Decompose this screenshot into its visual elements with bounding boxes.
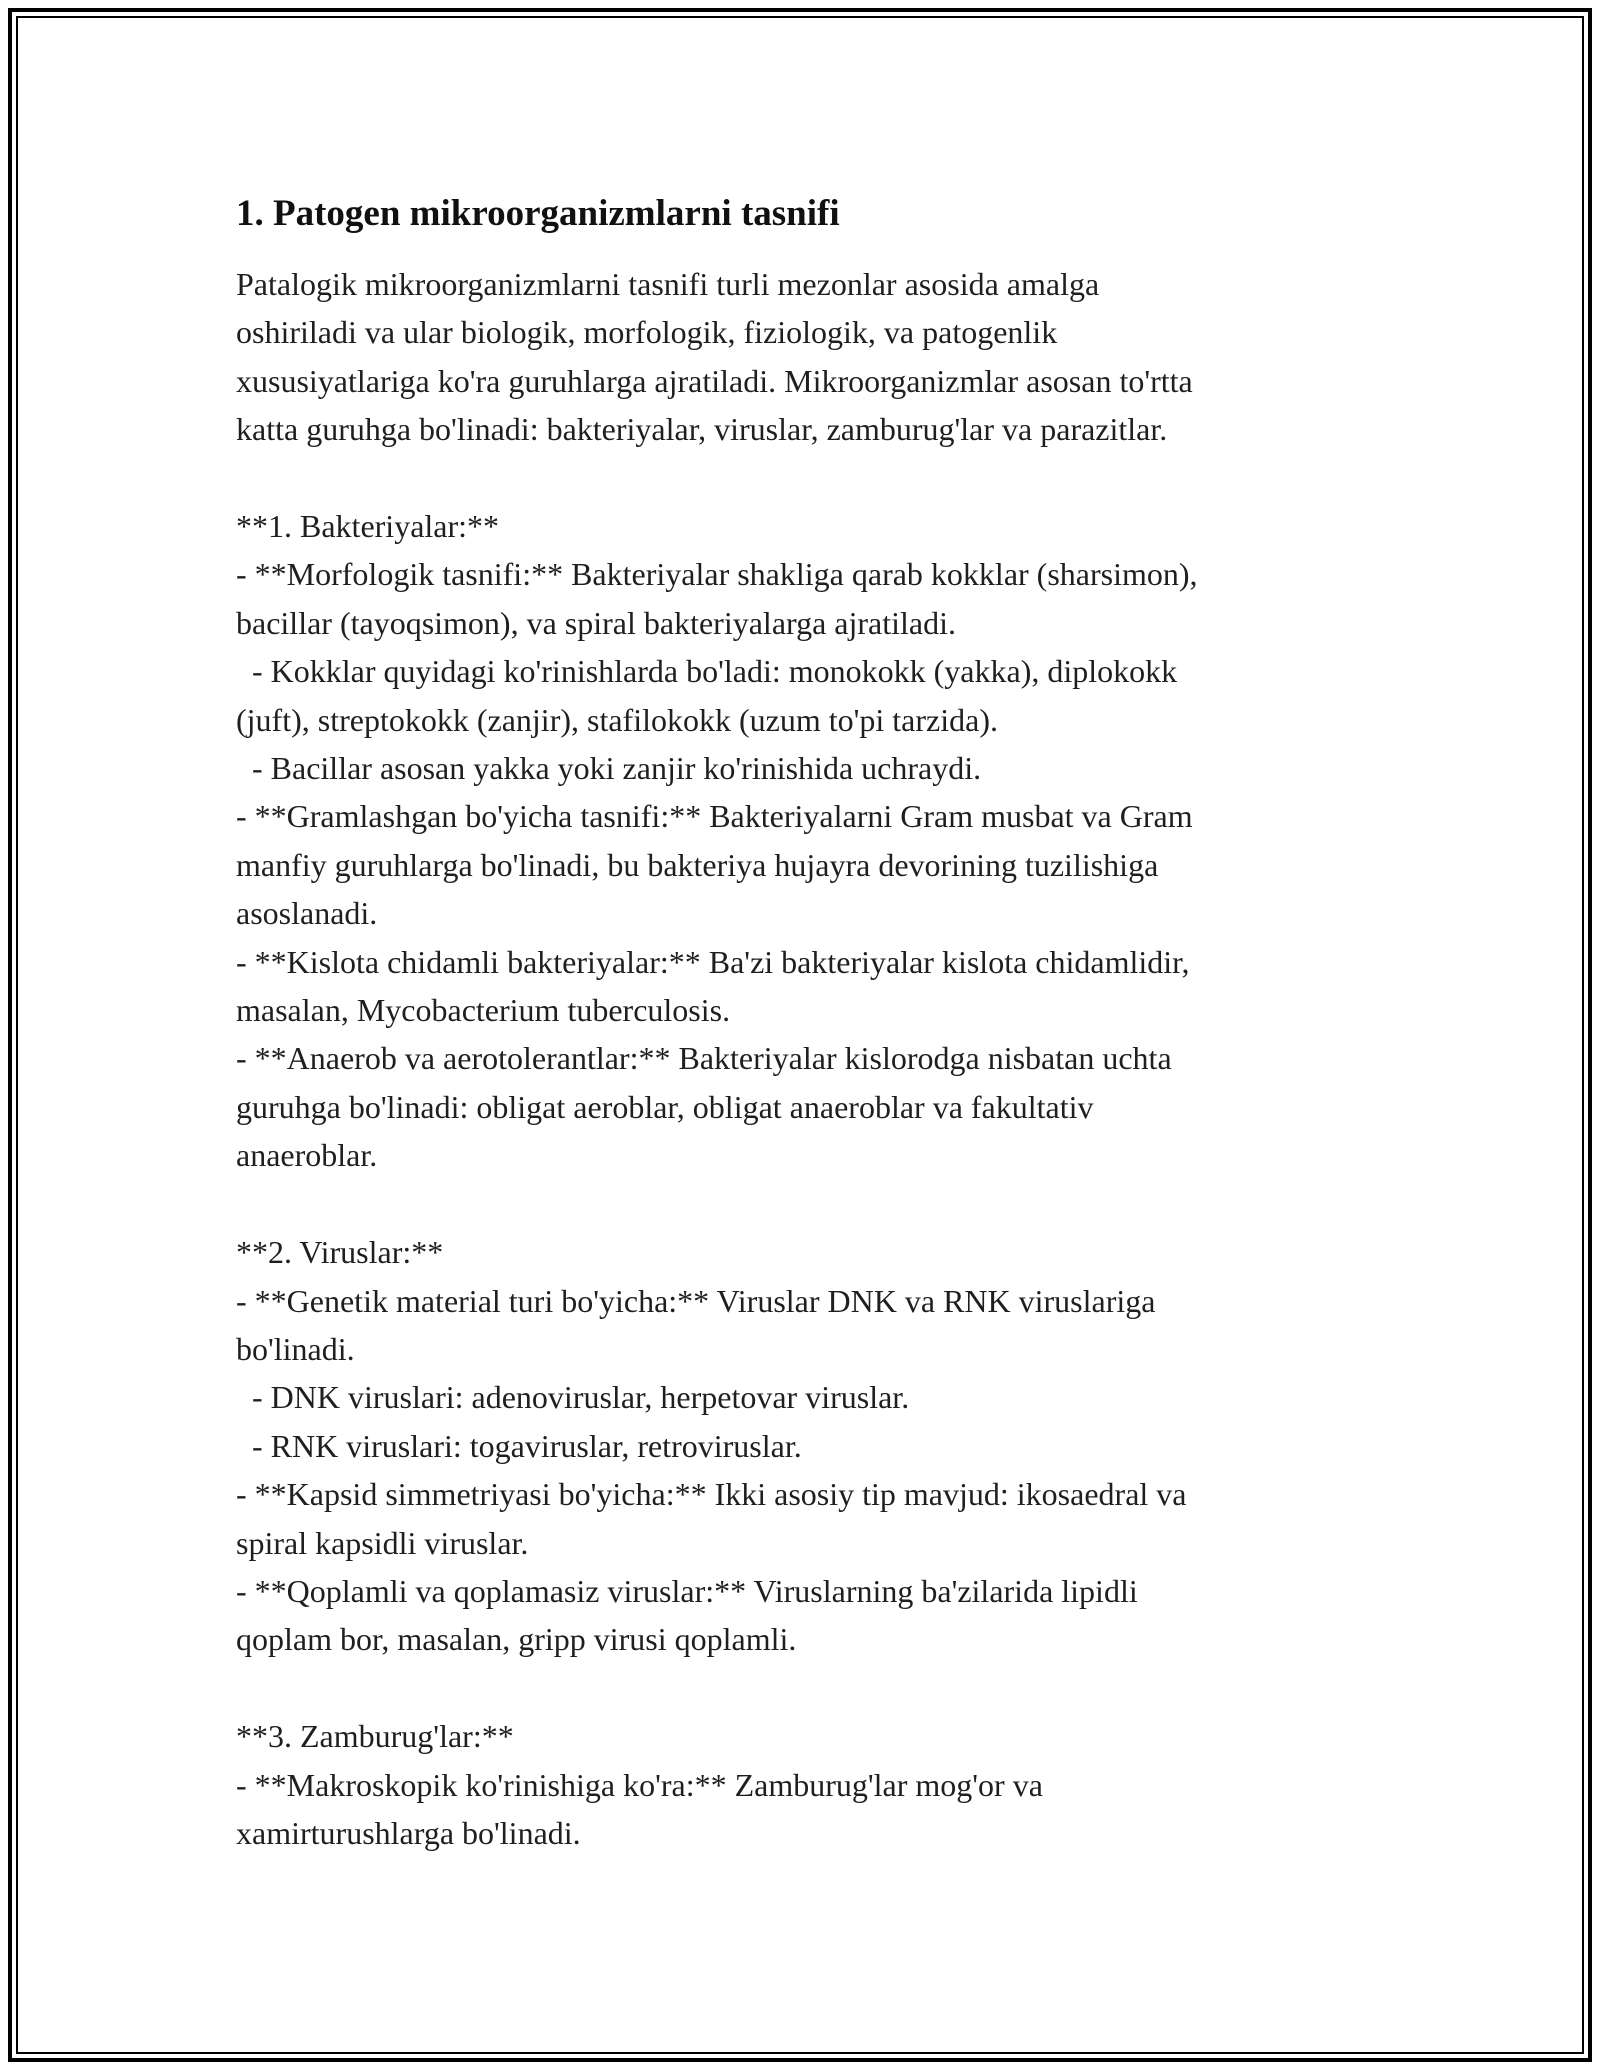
- text-line: - RNK viruslari: togaviruslar, retroviruslar.: [236, 1427, 802, 1464]
- blank-line: [236, 1664, 1366, 1712]
- text-line: - Bacillar asosan yakka yoki zanjir ko'rinishida uchraydi.: [236, 750, 982, 787]
- text-line: - **Makroskopik ko'rinishiga ko'ra:** Zamburug'lar mog'or va: [236, 1766, 1043, 1803]
- text-line: masalan, Mycobacterium tuberculosis.: [236, 992, 731, 1029]
- text-line: - **Kislota chidamli bakteriyalar:** Ba'zi bakteriyalar kislota chidamlidir,: [236, 943, 1190, 980]
- text-line: asoslanadi.: [236, 895, 378, 932]
- blank-line: [236, 1180, 1366, 1228]
- text-line: **1. Bakteriyalar:**: [236, 508, 500, 545]
- text-line: - **Gramlashgan bo'yicha tasnifi:** Bakteriyalarni Gram musbat va Gram: [236, 798, 1193, 835]
- text-line: **2. Viruslar:**: [236, 1234, 444, 1271]
- text-line: - **Anaerob va aerotolerantlar:** Bakteriyalar kislorodga nisbatan uchta: [236, 1040, 1172, 1077]
- text-line: qoplam bor, masalan, gripp virusi qoplamli.: [236, 1621, 797, 1658]
- text-line: spiral kapsidli viruslar.: [236, 1524, 529, 1561]
- text-line: **3. Zamburug'lar:**: [236, 1718, 514, 1755]
- text-line: (juft), streptokokk (zanjir), stafilokokk (uzum to'pi tarzida).: [236, 701, 998, 738]
- text-line: katta guruhga bo'linadi: bakteriyalar, viruslar, zamburug'lar va parazitlar.: [236, 411, 1168, 448]
- body-text: [236, 260, 1366, 1857]
- blank-line: [236, 454, 1366, 502]
- text-line: xususiyatlariga ko'ra guruhlarga ajratiladi. Mikroorganizmlar asosan to'rtta: [236, 362, 1193, 399]
- text-line: bo'linadi.: [236, 1330, 355, 1367]
- text-line: xamirturushlarga bo'linadi.: [236, 1814, 581, 1851]
- text-line: - DNK viruslari: adenoviruslar, herpetovar viruslar.: [236, 1379, 910, 1416]
- text-line: guruhga bo'linadi: obligat aeroblar, obligat anaeroblar va fakultativ: [236, 1088, 1094, 1125]
- text-line: - **Genetik material turi bo'yicha:** Viruslar DNK va RNK viruslariga: [236, 1282, 1156, 1319]
- text-line: Patalogik mikroorganizmlarni tasnifi turli mezonlar asosida amalga: [236, 266, 1100, 302]
- text-line: oshiriladi va ular biologik, morfologik, fiziologik, va patogenlik: [236, 314, 1058, 351]
- text-line: manfiy guruhlarga bo'linadi, bu bakteriya hujayra devorining tuzilishiga: [236, 846, 1159, 883]
- text-line: anaeroblar.: [236, 1137, 378, 1174]
- text-line: - **Morfologik tasnifi:** Bakteriyalar shakliga qarab kokklar (sharsimon),: [236, 556, 1198, 593]
- document-body: [236, 190, 1366, 1857]
- text-line: bacillar (tayoqsimon), va spiral bakteriyalarga ajratiladi.: [236, 604, 957, 641]
- text-line: - **Qoplamli va qoplamasiz viruslar:** Viruslarning ba'zilarida lipidli: [236, 1572, 1138, 1609]
- section-heading: 1. Patogen mikroorganizmlarni tasnifi: [236, 193, 840, 234]
- text-line: - **Kapsid simmetriyasi bo'yicha:** Ikki asosiy tip mavjud: ikosaedral va: [236, 1476, 1187, 1513]
- text-line: - Kokklar quyidagi ko'rinishlarda bo'ladi: monokokk (yakka), diplokokk: [236, 653, 1178, 690]
